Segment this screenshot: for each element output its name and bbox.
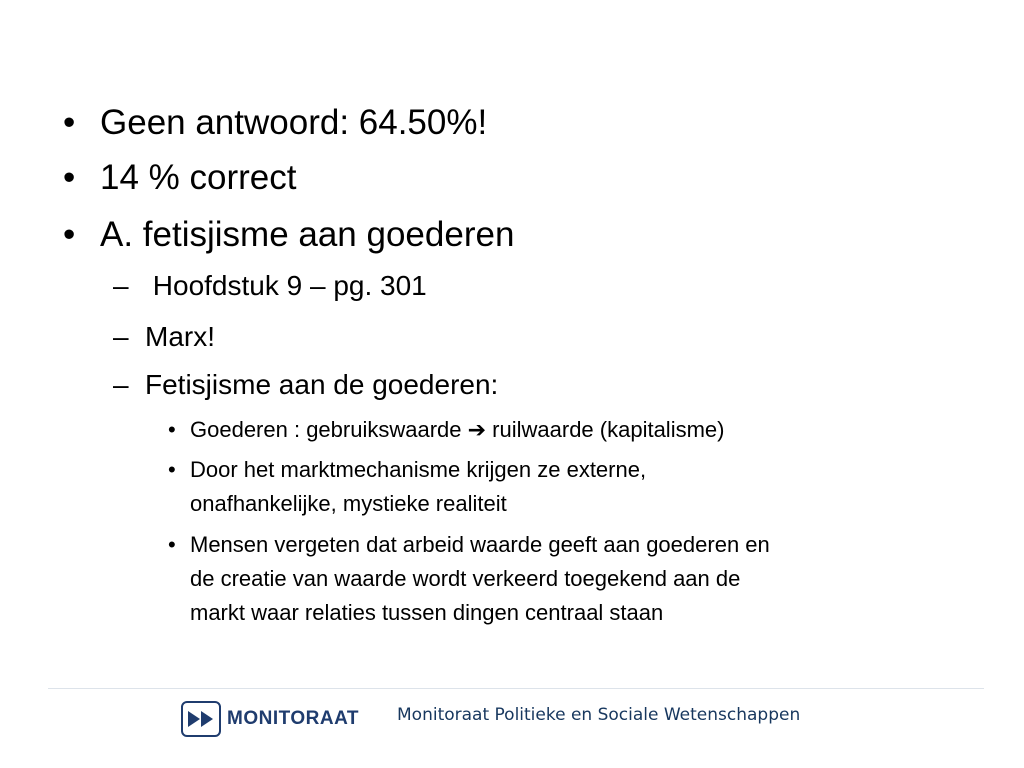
bullet-marker: • [168, 457, 176, 482]
bullet-marker: • [63, 158, 76, 197]
bullet-marker: • [63, 215, 76, 254]
sub-sub-bullet-item [168, 413, 725, 447]
logo-text: MONITORAAT [227, 708, 360, 729]
sub-sub-bullet-line: onafhankelijke, mystieke realiteit [190, 491, 507, 516]
sub-bullet-item [113, 369, 498, 401]
dash-marker: – [113, 321, 129, 352]
sub-bullet-item [113, 321, 215, 353]
bullet-marker: • [168, 417, 176, 442]
text-part: ruilwaarde (kapitalisme) [486, 417, 725, 442]
dash-marker: – [113, 270, 129, 301]
monitoraat-logo [181, 700, 359, 738]
sub-sub-bullet-item [168, 528, 770, 630]
bullet-marker: • [168, 532, 176, 557]
bullet-text: A. fetisjisme aan goederen [100, 215, 515, 254]
sub-sub-bullet-line: Mensen vergeten dat arbeid waarde geeft aan goederen en [190, 532, 770, 557]
sub-sub-bullet-text [190, 413, 724, 447]
right-arrow-icon: ➔ [467, 417, 487, 442]
sub-sub-bullet-item [168, 453, 647, 521]
bullet-item [63, 215, 515, 255]
bullet-text: 14 % correct [100, 158, 297, 197]
fast-forward-icon [181, 701, 221, 737]
sub-bullet-text: Hoofdstuk 9 – pg. 301 [145, 270, 427, 301]
sub-bullet-text: Fetisjisme aan de goederen: [145, 369, 499, 400]
dash-marker: – [113, 369, 129, 400]
bullet-text: Geen antwoord: 64.50%! [100, 103, 488, 142]
sub-bullet-text: Marx! [145, 321, 215, 352]
sub-sub-bullet-line: markt waar relaties tussen dingen centraal staan [190, 600, 664, 625]
sub-bullet-item [113, 270, 427, 302]
bullet-item [63, 103, 488, 143]
text-part: Goederen : gebruikswaarde [190, 417, 468, 442]
footer-divider [48, 688, 984, 689]
sub-sub-bullet-line: de creatie van waarde wordt verkeerd toegekend aan de [190, 566, 741, 591]
footer-institution: Monitoraat Politieke en Sociale Wetenschappen [397, 705, 801, 725]
bullet-marker: • [63, 103, 76, 142]
sub-sub-bullet-line: Door het marktmechanisme krijgen ze externe, [190, 457, 647, 482]
bullet-item [63, 158, 297, 198]
